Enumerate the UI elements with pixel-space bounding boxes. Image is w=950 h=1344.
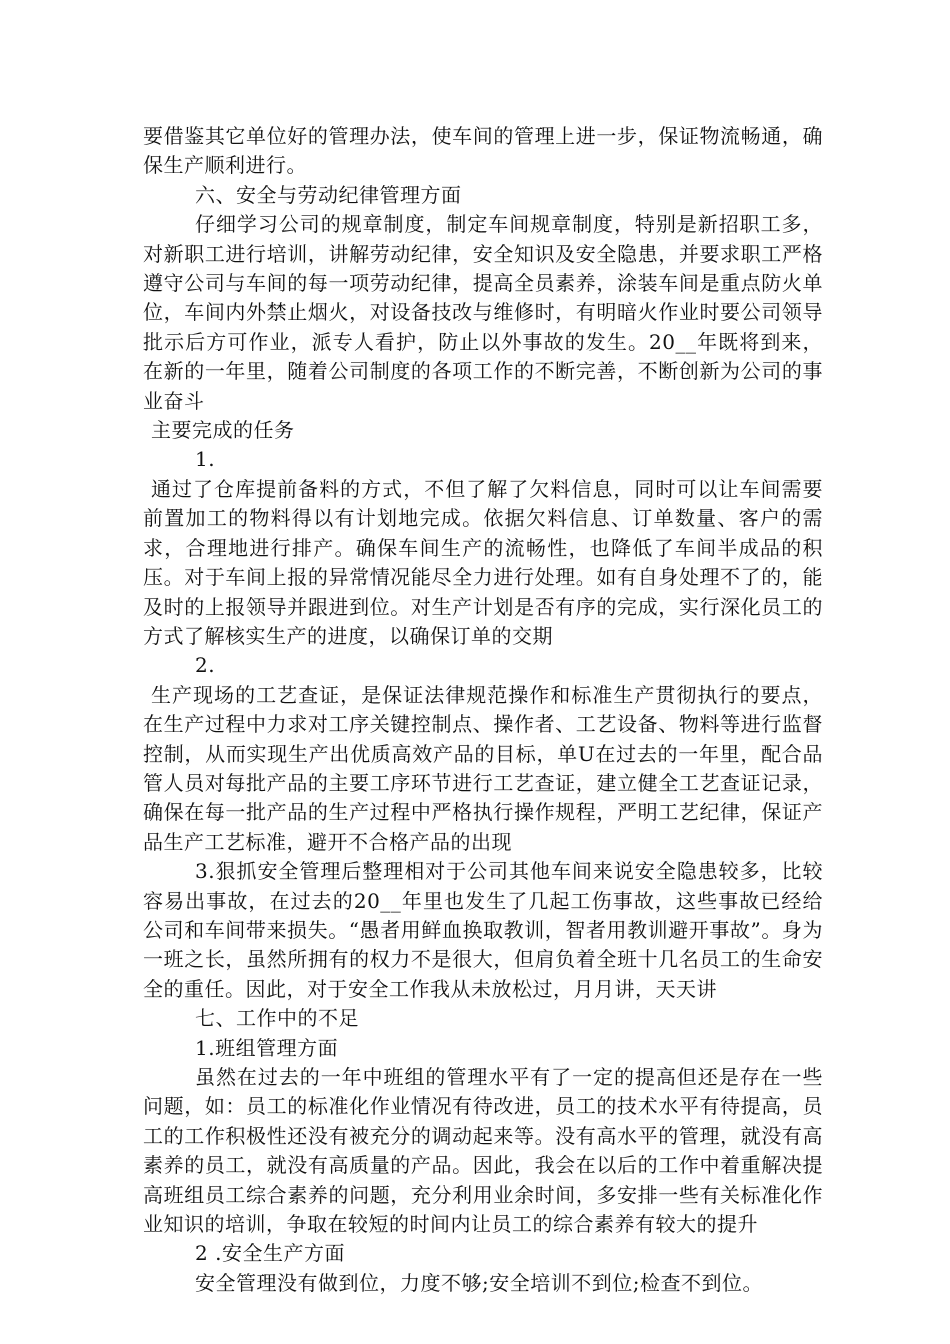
paragraph-task-2: 生产现场的工艺查证，是保证法律规范操作和标准生产贯彻执行的要点，在生产过程中力求对工序关键控制点、操作者、工艺设备、物料等进行监督控制，从而实现生产出优质高效产品的目标，单U在过去的一年里，配合品管人员对每批产品的主要工序环节进行工艺查证，建立健全工艺查证记录，确保在每一批产品的生产过程中严格执行操作规程，严明工艺纪律，保证产品生产工艺标准，避开不合格产品的出现: [143, 682, 823, 854]
section-heading-main-tasks: 主要完成的任务: [151, 418, 295, 443]
paragraph-task-3: 3.狠抓安全管理后整理相对于公司其他车间来说安全隐患较多，比较容易出事故，在过去的20__年里也发生了几起工伤事故，这些事故已经给公司和车间带来损失。“愚者用鲜血换取教训，智者用教训避开事故”。身为一班之长，虽然所拥有的权力不是很大，但肩负着全班十几名员工的生命安全的重任。因此，对于安全工作我从未放松过，月月讲，天天讲: [143, 859, 823, 1001]
subheading-safety-production: 2 .安全生产方面: [195, 1241, 345, 1266]
paragraph-safety-rules: 仔细学习公司的规章制度，制定车间规章制度，特别是新招职工多，对新职工进行培训，讲解劳动纪律，安全知识及安全隐患，并要求职工严格遵守公司与车间的每一项劳动纪律，提高全员素养，涂装车间是重点防火单位，车间内外禁止烟火，对设备技改与维修时，有明暗火作业时要公司领导批示后方可作业，派专人看护，防止以外事故的发生。20__年既将到来，在新的一年里，随着公司制度的各项工作的不断完善，不断创新为公司的事业奋斗: [143, 212, 823, 413]
paragraph-task-1: 通过了仓库提前备料的方式，不但了解了欠料信息，同时可以让车间需要前置加工的物料得以有计划地完成。依据欠料信息、订单数量、客户的需求，合理地进行排产。确保车间生产的流畅性，也降低了车间半成品的积压。对于车间上报的异常情况能尽全力进行处理。如有自身处理不了的，能及时的上报领导并跟进到位。对生产计划是否有序的完成，实行深化员工的方式了解核实生产的进度，以确保订单的交期: [143, 476, 823, 648]
section-heading-shortcomings: 七、工作中的不足: [195, 1006, 359, 1031]
paragraph-logistics: 要借鉴其它单位好的管理办法，使车间的管理上进一步，保证物流畅通，确保生产顺利进行。: [143, 124, 823, 178]
list-number-1: 1.: [195, 447, 216, 472]
subheading-team-management: 1.班组管理方面: [195, 1035, 339, 1060]
list-number-2: 2.: [195, 653, 216, 678]
document-body: [143, 122, 823, 1298]
section-heading-safety-discipline: 六、安全与劳动纪律管理方面: [195, 182, 462, 207]
paragraph-safety-production: 安全管理没有做到位，力度不够;安全培训不到位;检查不到位。: [195, 1270, 763, 1295]
paragraph-team-management: 虽然在过去的一年中班组的管理水平有了一定的提高但还是存在一些问题，如：员工的标准化作业情况有待改进，员工的技术水平有待提高，员工的工作积极性还没有被充分的调动起来等。没有高水平的管理，就没有高素养的员工，就没有高质量的产品。因此，我会在以后的工作中着重解决提高班组员工综合素养的问题，充分利用业余时间，多安排一些有关标准化作业知识的培训，争取在较短的时间内让员工的综合素养有较大的提升: [143, 1065, 823, 1237]
